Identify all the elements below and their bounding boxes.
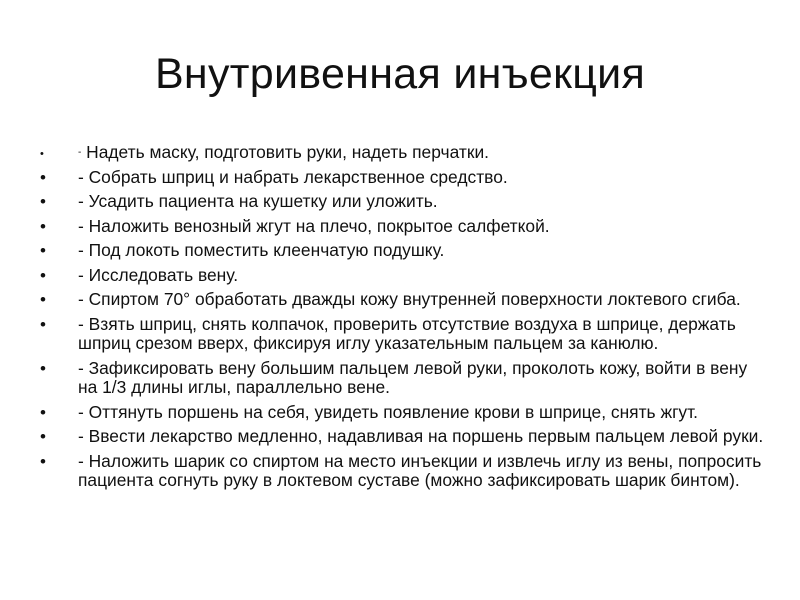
item-text: - Исследовать вену. (78, 264, 239, 285)
bullet-icon: • (40, 216, 46, 236)
bullet-icon: • (40, 265, 46, 285)
bullet-icon: • (40, 290, 46, 309)
item-text: - Под локоть поместить клеенчатую подушку. (78, 240, 445, 260)
item-dash: - (78, 147, 82, 158)
instruction-list (40, 143, 765, 496)
bullet-icon: • (40, 148, 44, 160)
bullet-icon: • (40, 358, 46, 378)
bullet-icon: • (40, 314, 46, 334)
item-text: - Ввести лекарство медленно, надавливая на поршень первым пальцем левой руки. (78, 426, 764, 446)
item-text: - Усадить пациента на кушетку или уложить. (78, 191, 438, 211)
bullet-icon: • (40, 402, 46, 422)
list-item (40, 403, 765, 423)
list-item (40, 452, 765, 491)
list-item (40, 241, 765, 261)
bullet-icon: • (40, 192, 46, 211)
item-text: - Наложить венозный жгут на плечо, покрытое салфеткой. (78, 215, 550, 236)
item-text: - Спиртом 70° обработать дважды кожу внутренней поверхности локтевого сгиба. (78, 289, 741, 309)
list-item (40, 192, 765, 212)
item-text: - Наложить шарик со спиртом на место инъекции и извлечь иглу из вены, попросить пациента согнуть руку в локтевом суставе (можно зафиксировать шарик бинтом). (78, 450, 762, 490)
list-item (40, 217, 765, 237)
item-text: Надеть маску, подготовить руки, надеть перчатки. (81, 142, 489, 162)
item-text: - Оттянуть поршень на себя, увидеть появление крови в шприце, снять жгут. (78, 401, 698, 422)
list-item (40, 427, 765, 447)
item-text: - Взять шприц, снять колпачок, проверить отсутствие воздуха в шприце, держать шприц срезом вверх, фиксируя иглу указательным пальцем за канюлю. (78, 313, 736, 353)
list-item (40, 315, 765, 354)
bullet-icon: • (40, 451, 46, 471)
slide-title: Внутривенная инъекция (154, 50, 646, 98)
list-item (40, 266, 765, 286)
item-text: - Зафиксировать вену большим пальцем левой руки, проколоть кожу, войти в вену на 1/3 длины иглы, параллельно вене. (78, 357, 748, 397)
bullet-icon: • (40, 427, 46, 446)
list-item (40, 143, 765, 163)
bullet-icon: • (40, 167, 46, 187)
bullet-icon: • (40, 241, 46, 260)
list-item (40, 359, 765, 398)
item-text: - Собрать шприц и набрать лекарственное средство. (78, 166, 508, 187)
list-item (40, 290, 765, 310)
list-item (40, 168, 765, 188)
